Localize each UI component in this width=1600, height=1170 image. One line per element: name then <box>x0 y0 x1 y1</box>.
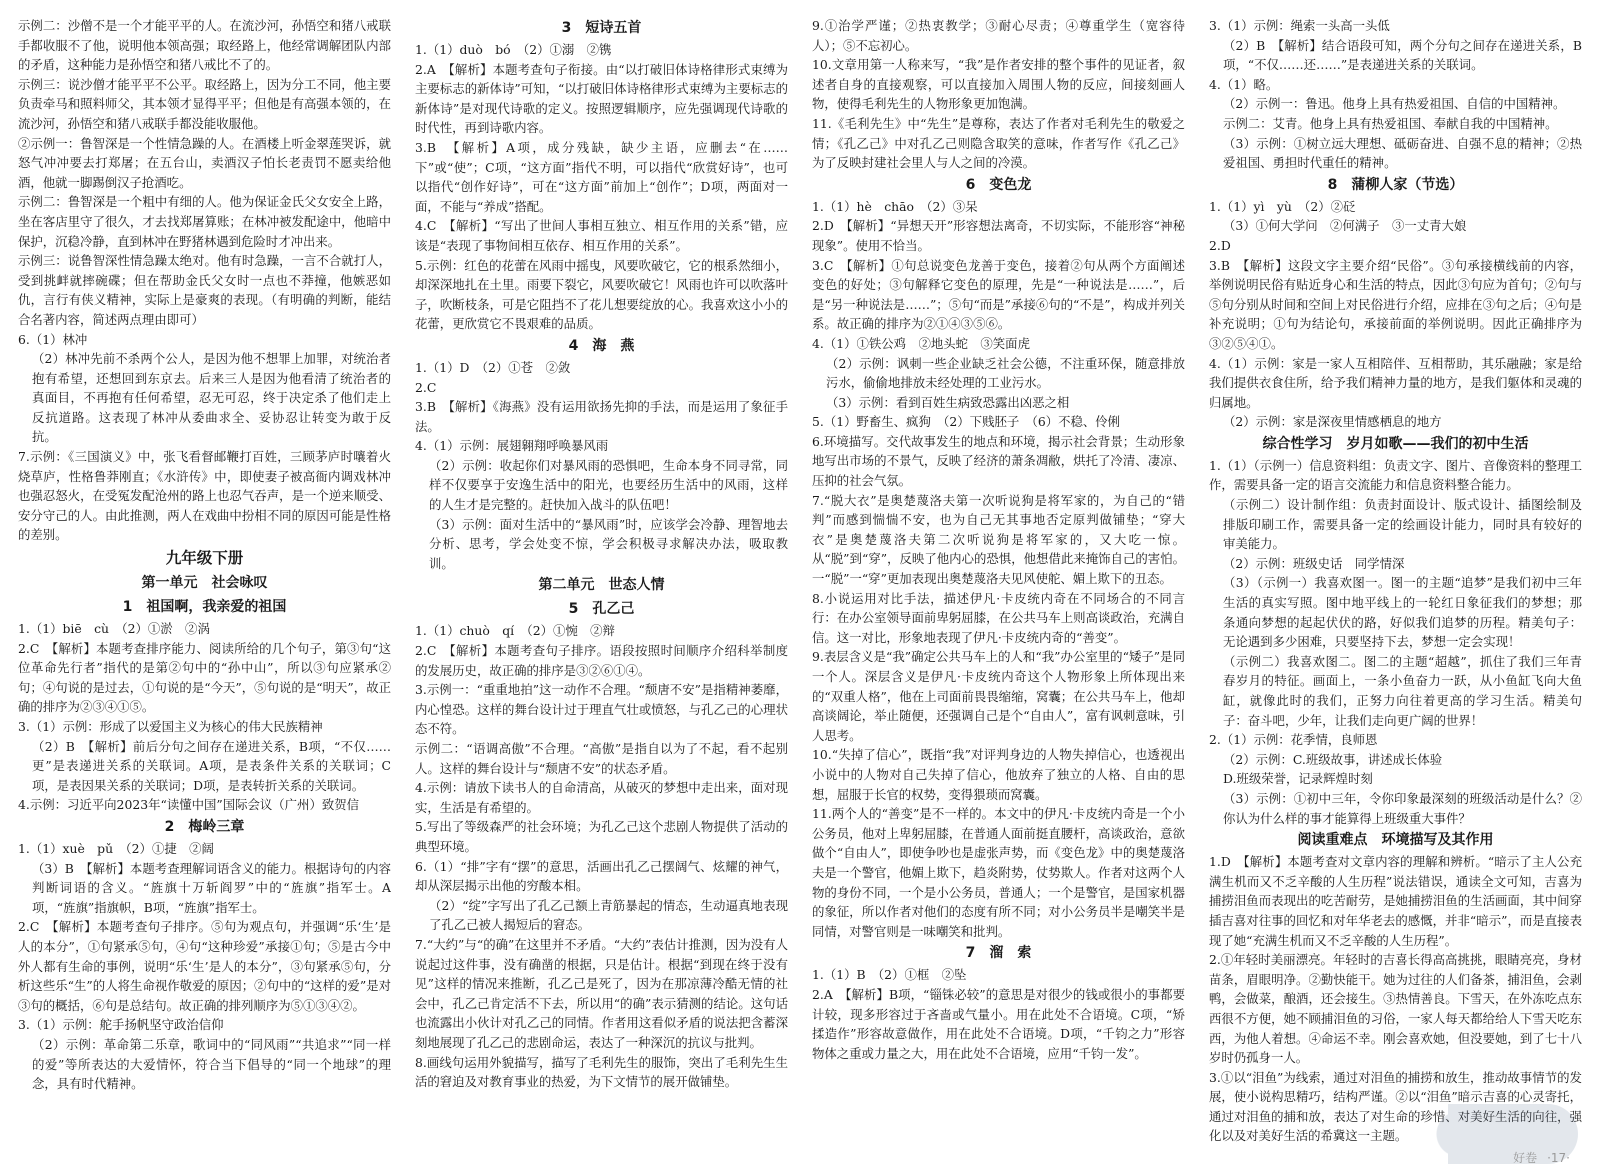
answer-paragraph: （2）B 【解析】结合语段可知，两个分句之间存在递进关系，B项，“不仅……还……”是表递进关系的关联词。 <box>1223 37 1582 73</box>
answer-paragraph: 4.（1）示例：展翅翱翔呼唤暴风雨 <box>415 438 609 454</box>
answer-paragraph: 10.文章用第一人称来写，“我”是作者安排的整个事件的见证者，叙述者自身的直接观察，可以直接加入周围人物的反应，间接刻画人物，使得毛利先生的人物形象更加饱满。 <box>812 57 1185 112</box>
answer-paragraph: （3）①何大学问 ②何满子 ③一丈青大娘 <box>1223 218 1467 234</box>
section-heading: 九年级下册 <box>165 549 244 568</box>
column-3 <box>812 16 1185 1150</box>
answer-paragraph: 7.“脱大衣”是奥楚蔑洛夫第一次听说狗是将军家的，为自己的“错判”而感到惴惴不安，也为自己无其事地否定原判做铺垫；“穿大衣”是奥楚蔑洛夫第二次听说狗是将军家的，又大吃一惊。从“脱”到“穿”，反映了他内心的恐惧，他想借此来掩饰自己的害怕。一“脱”一“穿”更加表现出奥楚蔑洛夫见风使舵、媚上欺下的丑态。 <box>812 492 1185 587</box>
section-heading: 阅读重难点 环境描写及其作用 <box>1297 832 1494 849</box>
section-heading: 综合性学习 岁月如歌——我们的初中生活 <box>1262 435 1529 452</box>
answer-paragraph: （2）林冲先前不杀两个公人，是因为他不想罪上加罪，对统治者抱有希望，还想回到东京去。后来三人是因为他看清了统治者的真面目，不再抱有任何希望，忍无可忍，终于决定杀了他们走上反抗道路。这表现了林冲从委曲求全、妥协忍让转变为敢于反抗。 <box>32 351 391 445</box>
answer-paragraph: 3.B 【解析】《海燕》没有运用欲扬先抑的手法，而是运用了象征手法。 <box>415 399 788 434</box>
answer-paragraph: （示例二）设计制作组：负责封面设计、版式设计、插图绘制及排版印刷工作，需要具备一定的绘画设计能力，同时具有较好的审美能力。 <box>1223 497 1582 552</box>
answer-paragraph: 6.环境描写。交代故事发生的地点和环境，揭示社会背景；生动形象地写出市场的不景气，反映了经济的萧条凋敝，烘托了冷清、凄凉、压抑的社会气氛。 <box>812 433 1185 489</box>
answer-paragraph: 3.①以“泪鱼”为线索，通过对泪鱼的捕捞和放生，推动故事情节的发展，使小说构思精巧，结构严谨。②以“泪鱼”暗示吉喜的心灵寄托，通过对泪鱼的捕和放，表达了对生命的珍惜、对美好生活的向往，强化以及对美好生活的希冀这一主题。 <box>1209 1069 1582 1144</box>
answer-paragraph: 4.示例：请放下读书人的自命清高，从破灭的梦想中走出来，面对现实，生活是有希望的。 <box>415 780 788 815</box>
answer-paragraph: 4.（1）示例：家是一家人互相陪伴、互相帮助，其乐融融；家是给我们提供衣食住所，给予我们精神力量的地方，是我们躯体和灵魂的归属地。 <box>1209 355 1582 410</box>
answer-paragraph: 示例三：说鲁智深性情急躁太绝对。他有时急躁，一言不合就打人，受到挑衅就摔碗碟；但在帮助金氏父女时一点也不莽撞，他嫉恶如仇，言行有侠义精神，实际上是豪爽的表现。（有明确的判断，能结合名著内容，简述两点理由即可） <box>18 253 391 327</box>
section-heading: 1 祖国啊，我亲爱的祖国 <box>122 599 287 616</box>
answer-paragraph: 3.（1）示例：舵手扬帆坚守政治信仰 <box>18 1017 224 1033</box>
answer-paragraph: 2.C 【解析】本题考查排序能力、阅读所给的几个句子，第③句“这位革命先行者”指代的是第②句中的“孙中山”，所以③句应紧承②句；④句说的是过去，①句说的是“今天”，⑤句说的是“明天”，故正确的排序为②③④①⑤。 <box>18 640 391 715</box>
answer-paragraph: 6.（1）林冲 <box>18 331 88 347</box>
answer-paragraph: 1.（1）yì yù （2）②砭 <box>1209 198 1356 214</box>
answer-paragraph: （2）示例：收起你们对暴风雨的恐惧吧，生命本身不同寻常，同样不仅要享于安逸生活中的阳光，也要经历生活中的风雨，这样的人生才是完整的。赶快加入战斗的队伍吧！ <box>429 457 788 513</box>
answer-paragraph: 1.（1）hè chāo （2）③呆 <box>812 198 978 214</box>
page-footer <box>1513 1149 1570 1166</box>
answer-paragraph: 1.（1）xuè pǔ （2）①捷 ②阔 <box>18 840 214 856</box>
answer-paragraph: （3）B 【解析】本题考查理解词语含义的能力。根据诗句的内容判断词语的含义。“旌旗十万斩阎罗”中的“旌旗”指军士。A项，“旌旗”指旗帜，B项，“旌旗”指军士。 <box>32 860 391 915</box>
answer-paragraph: 示例二：鲁智深是一个粗中有细的人。他为保证金氏父女安全上路，坐在客店里守了很久，才去找郑屠算账；在林冲被发配途中，他暗中保护，沉稳冷静，直到林冲在野猪林遇到危险时才冲出来。 <box>18 194 391 249</box>
section-heading: 8 蒲柳人家（节选） <box>1327 176 1464 193</box>
answer-paragraph: 2.A 【解析】B项，“锱铢必较”的意思是对很少的钱或很小的事都要计较，现多形容过于吝啬或气量小。用在此处不合语境。C项，“矫揉造作”形容故意做作，用在此处不合语境。D项，“千钧之力”形容物体之重或力量之大，用在此处不合语境，应用“千钧一发”。 <box>812 986 1185 1061</box>
answer-paragraph: 示例二：“语调高傲”不合理。“高傲”是指自以为了不起，看不起别人。这样的舞台设计与“颓唐不安”的状态矛盾。 <box>415 741 788 776</box>
column-2 <box>415 16 788 1150</box>
answer-paragraph: 2.（1）示例：花季情，良师恩 <box>1209 732 1378 748</box>
answer-paragraph: 11.两个人的“善变”是不一样的。本文中的伊凡·卡皮统内奇是一个小公务员，他对上卑躬屈膝，在普通人面前挺直腰杆，高谈政治，意欲做个“自由人”，即使争吵也是虚张声势，而《变色龙》中的奥楚蔑洛夫是一个警官，他媚上欺下，趋炎附势，仗势欺人。作者对这两个人物的身份不同，一个是小公务员，普通人；一个是警官，是国家机器的象征，所以作者对他们的态度有所不同；对小公务员半是嘲笑半是同情，对警官则是一味嘲笑和批判。 <box>812 806 1185 939</box>
answer-paragraph: （2）示例：C.班级故事，讲述成长体验 <box>1223 751 1443 767</box>
answer-paragraph: 3.B 【解析】A项，成分残缺，缺少主语，应删去“在……下”或“使”；C项，“这方面”指代不明，可以指代“欣赏好诗”，也可以指代“创作好诗”，可在“这方面”前加上“创作”；D项，两面对一面，不能与“养成”搭配。 <box>415 139 788 214</box>
answer-paragraph: D.班级荣誉，记录辉煌时刻 <box>1223 771 1373 787</box>
answer-paragraph: 示例三：说沙僧才能平平不公平。取经路上，因为分工不同，他主要负责牵马和照料师父，其本领才显得平平；但他是有高强本领的，在流沙河，孙悟空和猪八戒联手都没能收服他。 <box>18 76 391 131</box>
answer-paragraph: 10.“失掉了信心”，既指“我”对评判身边的人物失掉信心，也透视出小说中的人物对自己失掉了信心，他放弃了独立的人格、自由的思想，屈服于长官的权势，变得猥琐而窝囊。 <box>812 747 1185 802</box>
answer-paragraph: 3.示例一：“重重地拍”这一动作不合理。“颓唐不安”是指精神萎靡，内心惶恐。这样的舞台设计过于理直气壮或愤怒，与孔乙己的心理状态不符。 <box>415 682 788 737</box>
answer-paragraph: 1.D 【解析】本题考查对文章内容的理解和辨析。“暗示了主人公充满生机而又不乏辛酸的人生历程”说法错误，通读全文可知，吉喜为捕捞泪鱼而表现出的吃苦耐劳，是她捕捞泪鱼的生活画面，其中间穿插吉喜对往事的回忆和对年华老去的感慨，并非“暗示”，而是直接表现了她“充满生机而又不乏辛酸的人生历程”。 <box>1209 854 1582 948</box>
answer-paragraph: 5.示例：红色的花蕾在风雨中摇曳，风要吹破它，它的根系然细小，却深深地扎在土里。雨要下裂它，风要吹破它！风雨也许可以吹落叶子，吹断枝条，可是它阻挡不了花儿想要绽放的心。我喜欢这小小的花蕾，更欣赏它不畏艰难的品质。 <box>415 257 788 332</box>
answer-paragraph: 5.写出了等级森严的社会环境；为孔乙己这个悲剧人物提供了活动的典型环境。 <box>415 819 788 854</box>
answer-paragraph: （2）“绽”字写出了孔乙己额上青筋暴起的情态，生动逼真地表现了孔乙己被人揭短后的窘态。 <box>429 897 788 933</box>
section-heading: 6 变色龙 <box>965 176 1032 193</box>
answer-paragraph: （3）示例：看到百姓生病致恐露出凶恶之相 <box>826 394 1070 410</box>
answer-paragraph: 3.（1）示例：绳索一头高一头低 <box>1209 18 1390 33</box>
answer-paragraph: （3）（示例一）我喜欢图一。图一的主题“追梦”是我们初中三年生活的真实写照。图中地平线上的一轮红日象征我们的梦想；那条通向梦想的起起伏伏的路，好似我们追梦的历程。精美句子：无论遇到多少困难，只要坚持下去，梦想一定会实现！ <box>1223 575 1582 650</box>
answer-paragraph: （3）示例：①树立远大理想、砥砺奋进、自强不息的精神；②热爱祖国、勇担时代重任的精神。 <box>1223 135 1582 171</box>
section-heading: 第一单元 社会咏叹 <box>141 575 268 592</box>
answer-paragraph: 3.C 【解析】①句总说变色龙善于变色，接着②句从两个方面阐述变色的好处；③句解释它变色的原理，先是“一种说法是……”，后是“另一种说法是……”；⑤句“而是”承接⑥句的“不是”，构成并列关系。故正确的排序为②①④③⑤⑥。 <box>812 257 1185 332</box>
answer-paragraph: 示例二：沙僧不是一个才能平平的人。在流沙河，孙悟空和猪八戒联手都收服不了他，说明他本领高强；取经路上，他经常调解团队内部的矛盾，这种能力是孙悟空和猪八戒比不了的。 <box>18 18 391 73</box>
answer-paragraph: （2）示例：家是深夜里情感栖息的地方 <box>1223 414 1442 430</box>
answer-paragraph: （2）示例：班级史话 同学情深 <box>1223 555 1405 571</box>
answer-paragraph: ②示例一：鲁智深是一个性情急躁的人。在酒楼上听金翠莲哭诉，就怒气冲冲要去打郑屠；在五台山，卖酒汉子怕长老责罚不愿卖给他酒，他就一脚踢倒汉子抢酒吃。 <box>18 135 391 190</box>
answer-paragraph: 9.表层含义是“我”确定公共马车上的人和“我”办公室里的“矮子”是同一个人。深层含义是伊凡·卡皮统内奇这个人物形象上所体现出来的“双重人格”，他在上司面前畏畏缩缩，窝囊；在公共马车上，他却高谈阔论，举止随便，还强调自己是个“自由人”，富有讽刺意味，引人思考。 <box>812 649 1185 743</box>
answer-paragraph: 6.（1）“排”字有“摆”的意思，活画出孔乙己摆阔气、炫耀的神气，却从深层揭示出他的穷酸本相。 <box>415 858 788 894</box>
answer-paragraph: 2.D 【解析】“异想天开”形容想法离奇，不切实际，不能形容“神秘现象”。使用不恰当。 <box>812 218 1185 253</box>
answer-paragraph: 7.示例：《三国演义》中，张飞看督邮鞭打百姓，三顾茅庐时嚷着火烧草庐，性格鲁莽刚直；《水浒传》中，即使妻子被高衙内调戏林冲也强忍怒火，在受冤发配沧州的路上也忍气吞声，是一个逆来顺受、安分守己的人。由此推测，两人在戏曲中扮相不同的原因可能是性格的差别。 <box>18 449 391 543</box>
answer-paragraph: 2.D <box>1209 237 1231 253</box>
answer-paragraph: （2）示例：讽刺一些企业缺乏社会公德，不注重环保，随意排放污水，偷偷地排放未经处理的工业污水。 <box>826 355 1185 391</box>
answer-paragraph: 2.C <box>415 379 437 395</box>
answer-paragraph: （2）示例一：鲁迅。他身上具有热爱祖国、自信的中国精神。 <box>1223 96 1566 112</box>
answer-paragraph: 示例二：艾青。他身上具有热爱祖国、奉献自我的中国精神。 <box>1223 115 1558 131</box>
answer-paragraph: 1.（1）biē cù （2）①淤 ②涡 <box>18 621 210 637</box>
section-heading: 5 孔乙己 <box>568 601 635 618</box>
answer-paragraph: 4.示例：习近平向2023年“读懂中国”国际会议（广州）致贺信 <box>18 797 360 813</box>
answer-paragraph: 1.（1）B （2）①框 ②坠 <box>812 967 967 983</box>
answer-paragraph: 1.（1）chuò qí （2）①惋 ②辩 <box>415 623 615 639</box>
answer-paragraph: （3）示例：面对生活中的“暴风雨”时，应该学会冷静、理智地去分析、思考，学会处变不惊，学会积极寻求解决办法，吸取教训。 <box>429 516 788 571</box>
answer-paragraph: 7.“大约”与“的确”在这里并不矛盾。“大约”表估计推测，因为没有人说起过这件事，没有确凿的根据，只是估计。根据“到现在终于没有见”这样的情况来推断，孔乙己是死了，因为在那凉薄冷酷无情的社会中，孔乙己肯定活不下去，所以用“的确”表示猜测的结论。这句话也流露出小伙计对孔乙己的同情。作者用这看似矛盾的说法把含蓄深刻地展现了孔乙己的悲剧命运，表达了一种深沉的抗议与批判。 <box>415 936 788 1050</box>
answer-paragraph: 4.（1）①铁公鸡 ②地头蛇 ③笑面虎 <box>812 335 1030 351</box>
column-4 <box>1209 16 1582 1150</box>
footer-label: 好卷 <box>1513 1151 1538 1165</box>
answer-paragraph: 1.（1）D （2）①苍 ②敛 <box>415 359 571 375</box>
answer-paragraph: 2.①年轻时美丽漂亮。年轻时的吉喜长得高高挑挑，眼睛亮亮，身材苗条，眉眼明净。②勤快能干。她为过往的人们备茶，捕泪鱼，会剥鸭，会做菜，酿酒，还会接生。③热情善良。下雪天，在外冻吃点东西很不方便，她不顾捕泪鱼的习俗，一家人每天都给给人下雪天吃东西，为他人着想。④命运不幸。刚会喜欢她，但没要她，到了七十八岁时仍孤身一人。 <box>1209 952 1582 1066</box>
answer-paragraph: 4.（1）略。 <box>1209 76 1279 92</box>
answer-paragraph: 2.C 【解析】本题考查句子排序。⑤句为观点句，并强调“乐‘生’是人的本分”，①句紧承⑤句，④句“这种珍爱”承接①句；⑤是古今中外人都有生命的事例，说明“乐‘生’是人的本分”，③句紧承⑤句，分析这些乐“生”的人将生命视作敬爱的原因；②句中的“这样的爱”是对③句的概括，⑥句是总结句。故正确的排列顺序为⑤①③④②。 <box>18 919 391 1013</box>
answer-paragraph: 1.（1）duò bó （2）①溺 ②镌 <box>415 42 612 57</box>
section-heading: 7 溜 索 <box>965 945 1032 962</box>
answer-paragraph: 11.《毛利先生》中“先生”是尊称，表达了作者对毛利先生的敬爱之情；《孔乙己》中对孔乙己则隐含取笑的意味，作者写作《孔乙己》为了反映封建社会里人与人之间的冷漠。 <box>812 115 1185 171</box>
answer-paragraph: 1.（1）（示例一）信息资料组：负责文字、图片、音像资料的整理工作，需要具备一定的语言交流能力和信息资料整合能力。 <box>1209 457 1582 493</box>
section-heading: 第二单元 世态人情 <box>538 577 665 594</box>
section-heading: 3 短诗五首 <box>561 20 642 36</box>
answer-paragraph: （2）B 【解析】前后分句之间存在递进关系，B项，“不仅……更”是表递进关系的关联词。A项，是表条件关系的关联词；C项，是表因果关系的关联词；D项，是表转折关系的关联词。 <box>32 738 391 793</box>
section-heading: 4 海 燕 <box>568 337 635 354</box>
answer-paragraph: （2）示例：革命第二乐章，歌词中的“同风雨”“共追求”“同一样的爱”等所表达的大爱情怀，符合当下倡导的“同一个地球”的理念，具有时代精神。 <box>32 1036 391 1092</box>
section-heading: 2 梅岭三章 <box>164 818 245 835</box>
answer-paragraph: 5.（1）野畜生、疯狗 （2）下贱胚子 （6）不稳、伶俐 <box>812 414 1121 430</box>
answer-paragraph: 8.小说运用对比手法，描述伊凡·卡皮统内奇在不同场合的不同言行：在办公室领导面前卑躬屈膝，在公共马车上则高谈政治，充满自信。这一对比，形象地表现了伊凡·卡皮统内奇的“善变”。 <box>812 590 1185 645</box>
answer-paragraph: 3.B 【解析】这段文字主要介绍“民俗”。③句承接横线前的内容，举例说明民俗有贴近身心和生活的特点，因此③句应为首句；②句与⑤句分别从时间和空间上对民俗进行介绍，应排在③句之后；④句是补充说明；①句为结论句，承接前面的举例说明。因此正确排序为③②⑤④①。 <box>1209 257 1582 351</box>
answer-paragraph: 3.（1）示例：形成了以爱国主义为核心的伟大民族精神 <box>18 719 323 734</box>
page-number: ·17· <box>1547 1150 1570 1165</box>
column-1 <box>18 16 391 1150</box>
answer-paragraph: 8.画线句运用外貌描写，描写了毛利先生的服饰，突出了毛利先生生活的窘迫及对教育事业的热爱，为下文情节的展开做铺垫。 <box>415 1054 788 1090</box>
answer-paragraph: 9.①治学严谨；②热衷教学；③耐心尽责；④尊重学生（宽容待人）；⑤不忘初心。 <box>812 18 1185 53</box>
answer-paragraph: 2.A 【解析】本题考查句子衔接。由“以打破旧体诗格律形式束缚为主要标志的新体诗”可知，“以打破旧体诗格律形式束缚为主要标志的新体诗”是对现代诗歌的定义。按照逻辑顺序，应先强调现代诗歌的时代性，再到诗歌内容。 <box>415 61 788 136</box>
answer-paragraph: 4.C 【解析】“写出了世间人事相互独立、相互作用的关系”错，应该是“表现了事物间相互依存、相互作用的关系”。 <box>415 218 788 253</box>
answer-paragraph: 2.C 【解析】本题考查句子排序。语段按照时间顺序介绍科举制度的发展历史，故正确的排序是③②⑥①④。 <box>415 643 788 678</box>
answer-paragraph: （示例二）我喜欢图二。图二的主题“超越”，抓住了我们三年青春岁月的特征。画面上，一条小鱼奋力一跃，从小鱼缸飞向大鱼缸，就像此时的我们，正努力向往着更高的学习生活。精美句子：奋斗吧，少年，让我们走向更广阔的世界！ <box>1223 653 1582 728</box>
answer-paragraph: （3）示例：①初中三年，令你印象最深刻的班级活动是什么？②你认为什么样的事才能算得上班级重大事件？ <box>1223 790 1582 826</box>
